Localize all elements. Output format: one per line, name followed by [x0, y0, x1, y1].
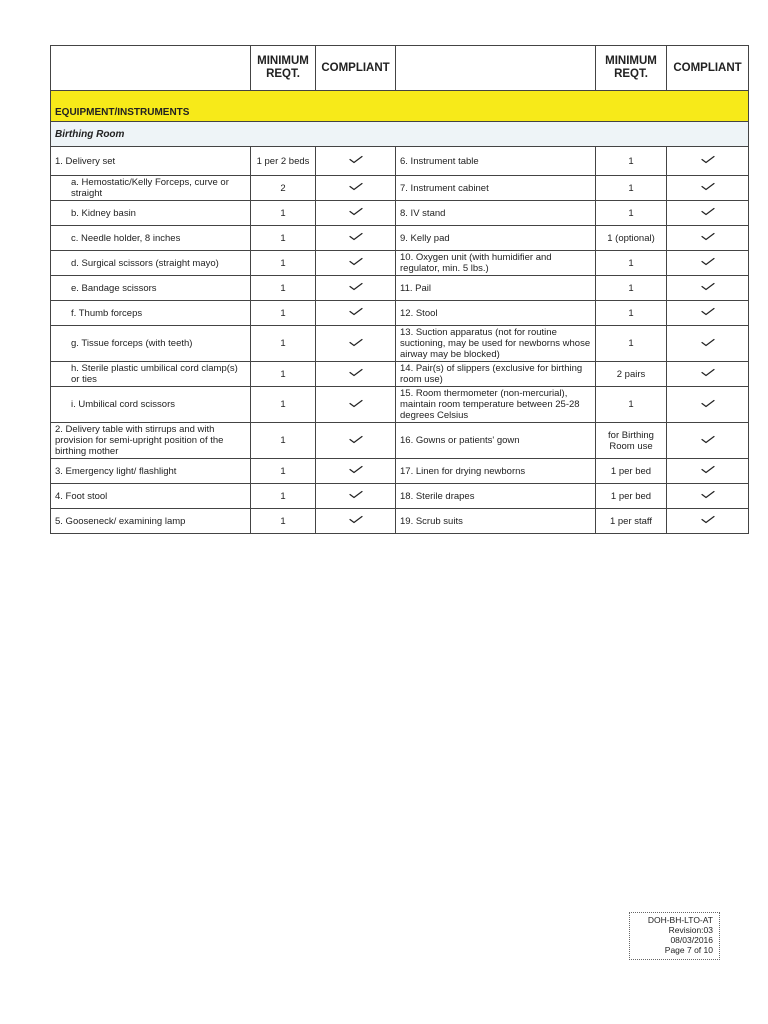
checkmark-icon [701, 491, 715, 502]
checkmark-icon [701, 436, 715, 447]
left-compliant-cell [316, 484, 396, 509]
left-min-reqt-cell: 1 [251, 276, 316, 301]
header-item-right [396, 46, 596, 91]
header-compliant-right: COMPLIANT [667, 46, 749, 91]
left-compliant-cell [316, 226, 396, 251]
left-min-reqt-cell: 1 per 2 beds [251, 147, 316, 176]
right-min-reqt-cell: for Birthing Room use [596, 423, 667, 459]
right-min-reqt-cell: 1 per bed [596, 484, 667, 509]
right-item-cell: 16. Gowns or patients' gown [396, 423, 596, 459]
right-compliant-cell [667, 147, 749, 176]
right-min-reqt-cell: 1 (optional) [596, 226, 667, 251]
right-item-cell: 19. Scrub suits [396, 509, 596, 534]
right-item-cell: 13. Suction apparatus (not for routine suctioning, may be used for newborns whose airway may be blocked) [396, 326, 596, 362]
left-item-cell: i. Umbilical cord scissors [51, 387, 251, 423]
table-row [51, 423, 749, 459]
right-min-reqt-cell: 1 [596, 301, 667, 326]
left-compliant-cell [316, 326, 396, 362]
checkmark-icon [701, 339, 715, 350]
left-min-reqt-cell: 1 [251, 509, 316, 534]
checkmark-icon [349, 156, 363, 167]
left-compliant-cell [316, 176, 396, 201]
table-row [51, 201, 749, 226]
right-compliant-cell [667, 387, 749, 423]
subsection-title: Birthing Room [51, 122, 749, 147]
right-item-cell: 17. Linen for drying newborns [396, 459, 596, 484]
right-min-reqt-cell: 1 [596, 147, 667, 176]
left-compliant-cell [316, 251, 396, 276]
right-item-cell: 12. Stool [396, 301, 596, 326]
left-min-reqt-cell: 1 [251, 362, 316, 387]
table-row [51, 362, 749, 387]
left-min-reqt-cell: 1 [251, 484, 316, 509]
right-item-cell: 14. Pair(s) of slippers (exclusive for birthing room use) [396, 362, 596, 387]
left-item-cell: g. Tissue forceps (with teeth) [51, 326, 251, 362]
right-compliant-cell [667, 201, 749, 226]
left-min-reqt-cell: 1 [251, 226, 316, 251]
table-row [51, 509, 749, 534]
left-compliant-cell [316, 201, 396, 226]
checkmark-icon [349, 339, 363, 350]
table-row [51, 251, 749, 276]
right-compliant-cell [667, 326, 749, 362]
checkmark-icon [701, 283, 715, 294]
left-item-cell: h. Sterile plastic umbilical cord clamp(s) or ties [51, 362, 251, 387]
checkmark-icon [701, 369, 715, 380]
right-compliant-cell [667, 276, 749, 301]
left-item-cell: a. Hemostatic/Kelly Forceps, curve or straight [51, 176, 251, 201]
left-item-cell: 5. Gooseneck/ examining lamp [51, 509, 251, 534]
checkmark-icon [349, 516, 363, 527]
checkmark-icon [349, 466, 363, 477]
right-min-reqt-cell: 1 [596, 201, 667, 226]
right-item-cell: 7. Instrument cabinet [396, 176, 596, 201]
checkmark-icon [349, 491, 363, 502]
right-compliant-cell [667, 362, 749, 387]
left-item-cell: e. Bandage scissors [51, 276, 251, 301]
footer-page: Page 7 of 10 [664, 945, 713, 955]
left-item-cell: 3. Emergency light/ flashlight [51, 459, 251, 484]
left-item-cell: 2. Delivery table with stirrups and with provision for semi-upright position of the birthing mother [51, 423, 251, 459]
right-min-reqt-cell: 1 [596, 251, 667, 276]
left-compliant-cell [316, 509, 396, 534]
subsection-row [51, 122, 749, 147]
checkmark-icon [349, 258, 363, 269]
checkmark-icon [701, 208, 715, 219]
left-compliant-cell [316, 276, 396, 301]
header-item-left [51, 46, 251, 91]
left-item-cell: c. Needle holder, 8 inches [51, 226, 251, 251]
left-item-cell: d. Surgical scissors (straight mayo) [51, 251, 251, 276]
left-item-cell: 1. Delivery set [51, 147, 251, 176]
right-item-cell: 6. Instrument table [396, 147, 596, 176]
checkmark-icon [701, 233, 715, 244]
checkmark-icon [701, 183, 715, 194]
checkmark-icon [349, 208, 363, 219]
left-min-reqt-cell: 1 [251, 459, 316, 484]
right-item-cell: 11. Pail [396, 276, 596, 301]
left-item-cell: b. Kidney basin [51, 201, 251, 226]
section-title: EQUIPMENT/INSTRUMENTS [51, 91, 749, 122]
right-min-reqt-cell: 1 [596, 176, 667, 201]
right-item-cell: 9. Kelly pad [396, 226, 596, 251]
checkmark-icon [701, 258, 715, 269]
table-row [51, 147, 749, 176]
footer-revision: Revision:03 [668, 925, 713, 935]
left-compliant-cell [316, 423, 396, 459]
left-min-reqt-cell: 1 [251, 387, 316, 423]
right-compliant-cell [667, 509, 749, 534]
right-min-reqt-cell: 1 [596, 276, 667, 301]
table-row [51, 326, 749, 362]
checkmark-icon [349, 436, 363, 447]
left-min-reqt-cell: 1 [251, 201, 316, 226]
footer-date: 08/03/2016 [670, 935, 713, 945]
right-compliant-cell [667, 251, 749, 276]
left-min-reqt-cell: 2 [251, 176, 316, 201]
document-footer [629, 912, 720, 960]
checkmark-icon [701, 308, 715, 319]
left-compliant-cell [316, 459, 396, 484]
left-min-reqt-cell: 1 [251, 301, 316, 326]
checkmark-icon [349, 369, 363, 380]
table-row [51, 459, 749, 484]
checkmark-icon [349, 183, 363, 194]
table-row [51, 276, 749, 301]
right-min-reqt-cell: 2 pairs [596, 362, 667, 387]
left-min-reqt-cell: 1 [251, 423, 316, 459]
right-min-reqt-cell: 1 per staff [596, 509, 667, 534]
right-item-cell: 15. Room thermometer (non-mercurial), maintain room temperature between 25-28 degrees Celsius [396, 387, 596, 423]
checkmark-icon [701, 156, 715, 167]
left-min-reqt-cell: 1 [251, 251, 316, 276]
equipment-checklist-table [50, 45, 749, 534]
left-compliant-cell [316, 147, 396, 176]
right-compliant-cell [667, 301, 749, 326]
checkmark-icon [349, 308, 363, 319]
right-item-cell: 8. IV stand [396, 201, 596, 226]
right-compliant-cell [667, 226, 749, 251]
checkmark-icon [349, 233, 363, 244]
right-min-reqt-cell: 1 per bed [596, 459, 667, 484]
header-min-reqt-right: MINIMUM REQT. [596, 46, 667, 91]
left-compliant-cell [316, 301, 396, 326]
right-compliant-cell [667, 459, 749, 484]
table-row [51, 176, 749, 201]
left-compliant-cell [316, 362, 396, 387]
checkmark-icon [349, 283, 363, 294]
table-row [51, 301, 749, 326]
left-item-cell: 4. Foot stool [51, 484, 251, 509]
table-row [51, 484, 749, 509]
right-compliant-cell [667, 484, 749, 509]
table-row [51, 226, 749, 251]
footer-code: DOH-BH-LTO-AT [647, 915, 713, 925]
left-min-reqt-cell: 1 [251, 326, 316, 362]
left-item-cell: f. Thumb forceps [51, 301, 251, 326]
right-min-reqt-cell: 1 [596, 387, 667, 423]
checkmark-icon [701, 400, 715, 411]
section-row [51, 91, 749, 122]
right-compliant-cell [667, 176, 749, 201]
table-row [51, 387, 749, 423]
right-item-cell: 10. Oxygen unit (with humidifier and regulator, min. 5 lbs.) [396, 251, 596, 276]
header-compliant-left: COMPLIANT [316, 46, 396, 91]
checkmark-icon [701, 516, 715, 527]
right-min-reqt-cell: 1 [596, 326, 667, 362]
right-item-cell: 18. Sterile drapes [396, 484, 596, 509]
checkmark-icon [349, 400, 363, 411]
right-compliant-cell [667, 423, 749, 459]
table-header-row [51, 46, 749, 91]
left-compliant-cell [316, 387, 396, 423]
checkmark-icon [701, 466, 715, 477]
header-min-reqt-left: MINIMUM REQT. [251, 46, 316, 91]
